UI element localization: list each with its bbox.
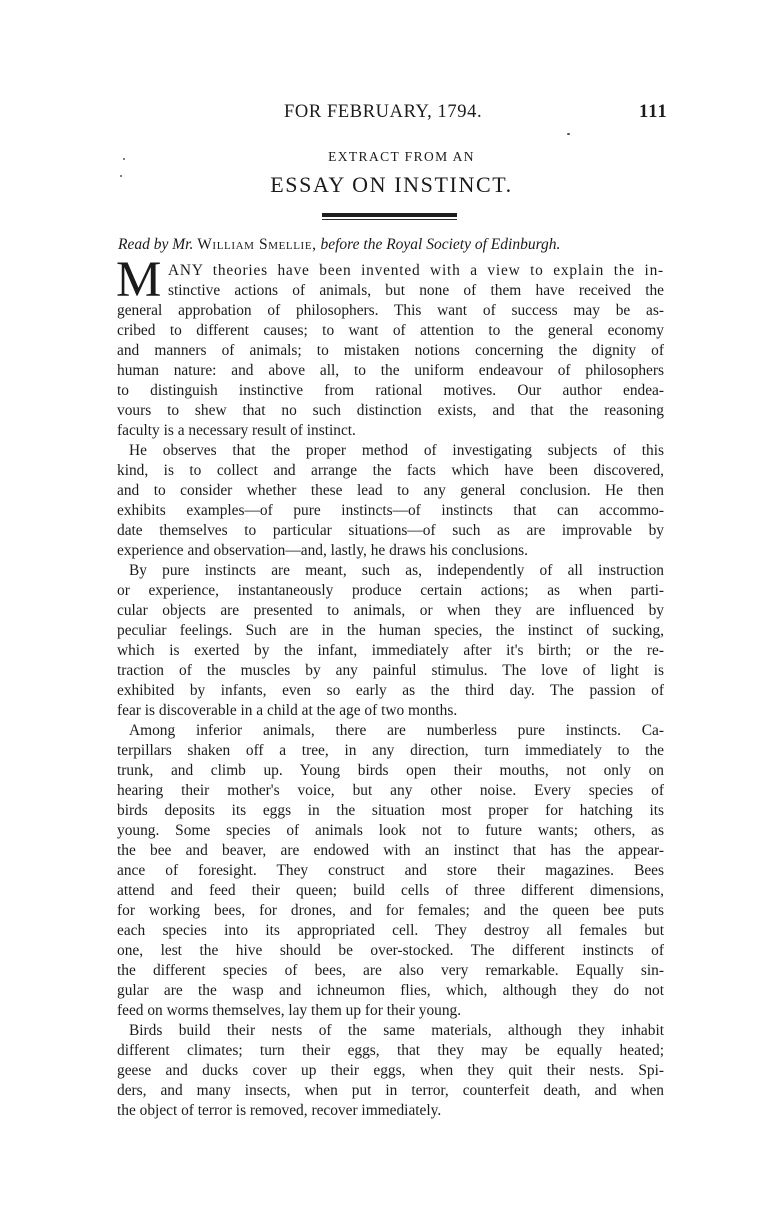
body-line: experience and observation—and, lastly, he draws his conclusions. [117, 542, 529, 559]
body-line: By pure instincts are meant, such as, independently of all instruction [129, 562, 664, 579]
body-line: cribed to different causes; to want of attention to the general economy [117, 322, 664, 339]
body-line: to distinguish instinctive from rational motives. Our author endea- [117, 382, 664, 399]
drop-cap: M [116, 252, 162, 308]
article-byline [118, 236, 678, 254]
body-line: geese and ducks cover up their eggs, when they quit their nests. Spi- [117, 1062, 664, 1079]
body-line: Birds build their nests of the same materials, although they inhabit [129, 1022, 664, 1039]
body-line: and to consider whether these lead to any general conclusion. He then [117, 482, 664, 499]
body-line: ance of foresight. They construct and store their magazines. Bees [117, 862, 664, 879]
ink-speck [567, 133, 570, 135]
body-line: feed on worms themselves, lay them up for their young. [117, 1002, 462, 1019]
body-line: vours to shew that no such distinction exists, and that the reasoning [117, 402, 664, 419]
body-line: date themselves to particular situations—of such as are improvable by [117, 522, 664, 539]
body-line: trunk, and climb up. Young birds open their mouths, not only on [117, 762, 664, 779]
body-line: terpillars shaken off a tree, in any direction, turn immediately to the [117, 742, 664, 759]
body-line: peculiar feelings. Such are in the human species, the instinct of sucking, [117, 622, 664, 639]
body-line: ANY theories have been invented with a view to explain the in- [168, 262, 664, 279]
body-line: one, lest the hive should be over-stocked. The different instincts of [117, 942, 664, 959]
title-rule [322, 213, 457, 221]
body-line: attend and feed their queen; build cells of three different dimensions, [117, 882, 664, 899]
body-line: the object of terror is removed, recover immediately. [117, 1102, 442, 1119]
body-line: He observes that the proper method of investigating subjects of this [129, 442, 664, 459]
body-line: traction of the muscles by any painful stimulus. The love of light is [117, 662, 664, 679]
byline-prefix: Read by Mr. [118, 236, 198, 253]
body-line: each species into its appropriated cell. They destroy all females but [117, 922, 664, 939]
byline-suffix: before the Royal Society of Edinburgh. [316, 236, 561, 253]
body-line: stinctive actions of animals, but none of them have received the [168, 282, 664, 299]
article-title: ESSAY ON INSTINCT. [270, 172, 513, 197]
body-line: or experience, instantaneously produce certain actions; as when parti- [117, 582, 664, 599]
body-line: fear is discoverable in a child at the age of two months. [117, 702, 458, 719]
body-line: young. Some species of animals look not to future wants; others, as [117, 822, 664, 839]
body-line: kind, is to collect and arrange the facts which have been discovered, [117, 462, 664, 479]
body-line: gular are the wasp and ichneumon flies, which, although they do not [117, 982, 664, 999]
body-line: general approbation of philosophers. This want of success may be as- [117, 302, 664, 319]
body-line: faculty is a necessary result of instinct. [117, 422, 356, 439]
body-line: birds deposits its eggs in the situation most proper for hatching its [117, 802, 664, 819]
body-line: Among inferior animals, there are numberless pure instincts. Ca- [129, 722, 664, 739]
article-kicker: EXTRACT FROM AN [328, 149, 475, 164]
body-line: ders, and many insects, when put in terror, counterfeit death, and when [117, 1082, 664, 1099]
body-line: exhibited by infants, even so early as the third day. The passion of [117, 682, 664, 699]
body-line: and manners of animals; to mistaken notions concerning the dignity of [117, 342, 664, 359]
body-line: cular objects are presented to animals, or when they are influenced by [117, 602, 664, 619]
running-head [0, 102, 783, 126]
body-line: for working bees, for drones, and for females; and the queen bee puts [117, 902, 664, 919]
byline-author: William Smellie, [197, 236, 317, 253]
body-line: exhibits examples—of pure instincts—of instincts that can accommo- [117, 502, 664, 519]
body-line: different climates; turn their eggs, that they may be equally heated; [117, 1042, 664, 1059]
body-line: hearing their mother's voice, but any other noise. Every species of [117, 782, 664, 799]
body-line: which is exerted by the infant, immediately after it's birth; or the re- [117, 642, 664, 659]
title-rule-thick [322, 213, 457, 217]
title-rule-thin [322, 219, 457, 220]
body-line: the different species of bees, are also very remarkable. Equally sin- [117, 962, 664, 979]
page-number: 111 [639, 102, 668, 122]
running-title: FOR FEBRUARY, 1794. [284, 102, 483, 122]
body-line: human nature: and above all, to the uniform endeavour of philosophers [117, 362, 664, 379]
body-line: the bee and beaver, are endowed with an instinct that has the appear- [117, 842, 664, 859]
